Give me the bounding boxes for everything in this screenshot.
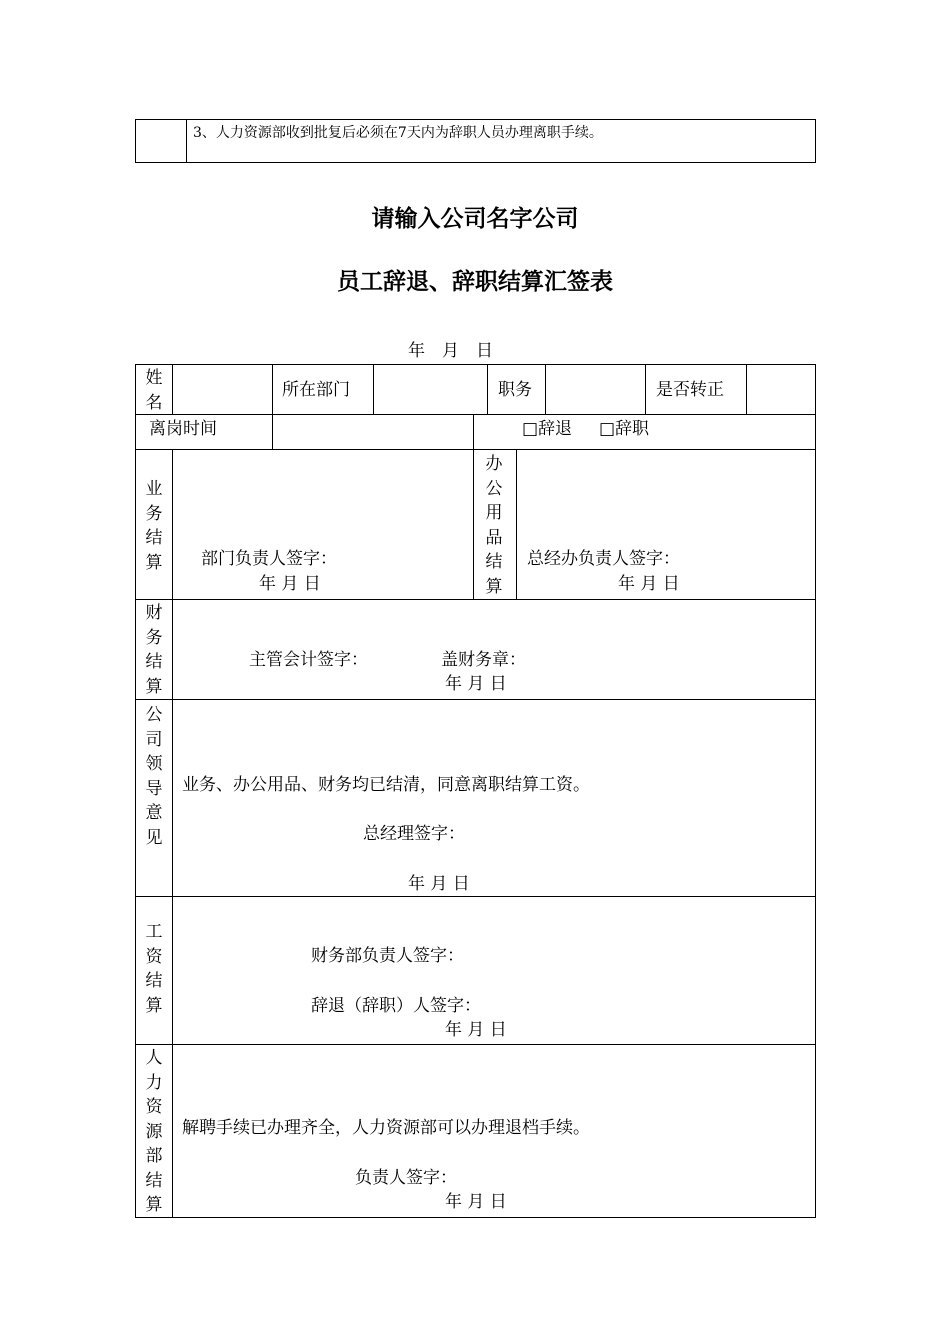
finance-settlement-label: 财务结算 bbox=[145, 603, 163, 697]
grid-line bbox=[135, 364, 136, 1218]
grid-line bbox=[545, 364, 546, 415]
department-label: 所在部门 bbox=[282, 380, 350, 400]
grid-line bbox=[135, 599, 816, 600]
leadership-date: 年 月 日 bbox=[408, 874, 470, 894]
business-date: 年 月 日 bbox=[259, 574, 321, 594]
grid-line bbox=[172, 364, 173, 415]
grid-line bbox=[135, 1217, 816, 1218]
table-border bbox=[135, 119, 136, 163]
salary-settlement-label: 工资结算 bbox=[145, 922, 163, 1016]
table-border bbox=[135, 162, 816, 163]
dept-head-sign-label: 部门负责人签字： bbox=[201, 549, 337, 569]
leadership-opinion-text: 业务、办公用品、财务均已结清，同意离职结算工资。 bbox=[182, 775, 590, 795]
grid-line bbox=[815, 364, 816, 1218]
grid-line bbox=[516, 449, 517, 600]
grid-line bbox=[135, 414, 816, 415]
company-title: 请输入公司名字公司 bbox=[371, 206, 579, 232]
grid-line bbox=[135, 896, 816, 897]
note-text: 3、人力资源部收到批复后必须在7天内为辞职人员办理离职手续。 bbox=[193, 125, 603, 141]
position-label: 职务 bbox=[498, 380, 532, 400]
finance-head-sign-label: 财务部负责人签字： bbox=[311, 946, 464, 966]
employee-sign-label: 辞退（辞职）人签字： bbox=[311, 996, 481, 1016]
finance-seal-label: 盖财务章： bbox=[441, 650, 526, 670]
grid-line bbox=[746, 364, 747, 415]
regular-status-label: 是否转正 bbox=[656, 380, 724, 400]
hr-head-sign-label: 负责人签字： bbox=[355, 1168, 457, 1188]
table-border bbox=[186, 119, 187, 163]
grid-line bbox=[373, 364, 374, 415]
resign-checkbox[interactable]: □辞职 bbox=[599, 419, 650, 439]
table-border bbox=[815, 119, 816, 163]
form-title: 员工辞退、辞职结算汇签表 bbox=[337, 269, 613, 295]
dismiss-checkbox[interactable]: □辞退 bbox=[522, 419, 573, 439]
gm-sign-label: 总经理签字： bbox=[363, 824, 465, 844]
grid-line bbox=[135, 449, 816, 450]
hr-statement-text: 解聘手续已办理齐全，人力资源部可以办理退档手续。 bbox=[182, 1118, 590, 1138]
name-label: 姓名 bbox=[145, 368, 163, 413]
grid-line bbox=[135, 1044, 816, 1045]
gm-office-sign-label: 总经办负责人签字： bbox=[527, 549, 680, 569]
hr-settlement-label: 人力资源部结算 bbox=[145, 1048, 163, 1215]
office-supplies-label: 办公用品结算 bbox=[485, 454, 503, 597]
salary-date: 年 月 日 bbox=[445, 1020, 507, 1040]
grid-line bbox=[172, 449, 173, 1218]
grid-line bbox=[645, 364, 646, 415]
form-date: 年 月 日 bbox=[408, 341, 493, 361]
table-border bbox=[135, 119, 816, 120]
accountant-sign-label: 主管会计签字： bbox=[249, 650, 368, 670]
hr-date: 年 月 日 bbox=[445, 1192, 507, 1212]
leave-time-label: 离岗时间 bbox=[149, 419, 217, 439]
grid-line bbox=[272, 364, 273, 450]
business-settlement-label: 业务结算 bbox=[145, 479, 163, 573]
finance-date: 年 月 日 bbox=[445, 674, 507, 694]
grid-line bbox=[473, 414, 474, 600]
leadership-opinion-label: 公司领导意见 bbox=[145, 705, 163, 848]
grid-line bbox=[135, 699, 816, 700]
grid-line bbox=[487, 364, 488, 415]
grid-line bbox=[135, 364, 816, 365]
office-supplies-date: 年 月 日 bbox=[618, 574, 680, 594]
